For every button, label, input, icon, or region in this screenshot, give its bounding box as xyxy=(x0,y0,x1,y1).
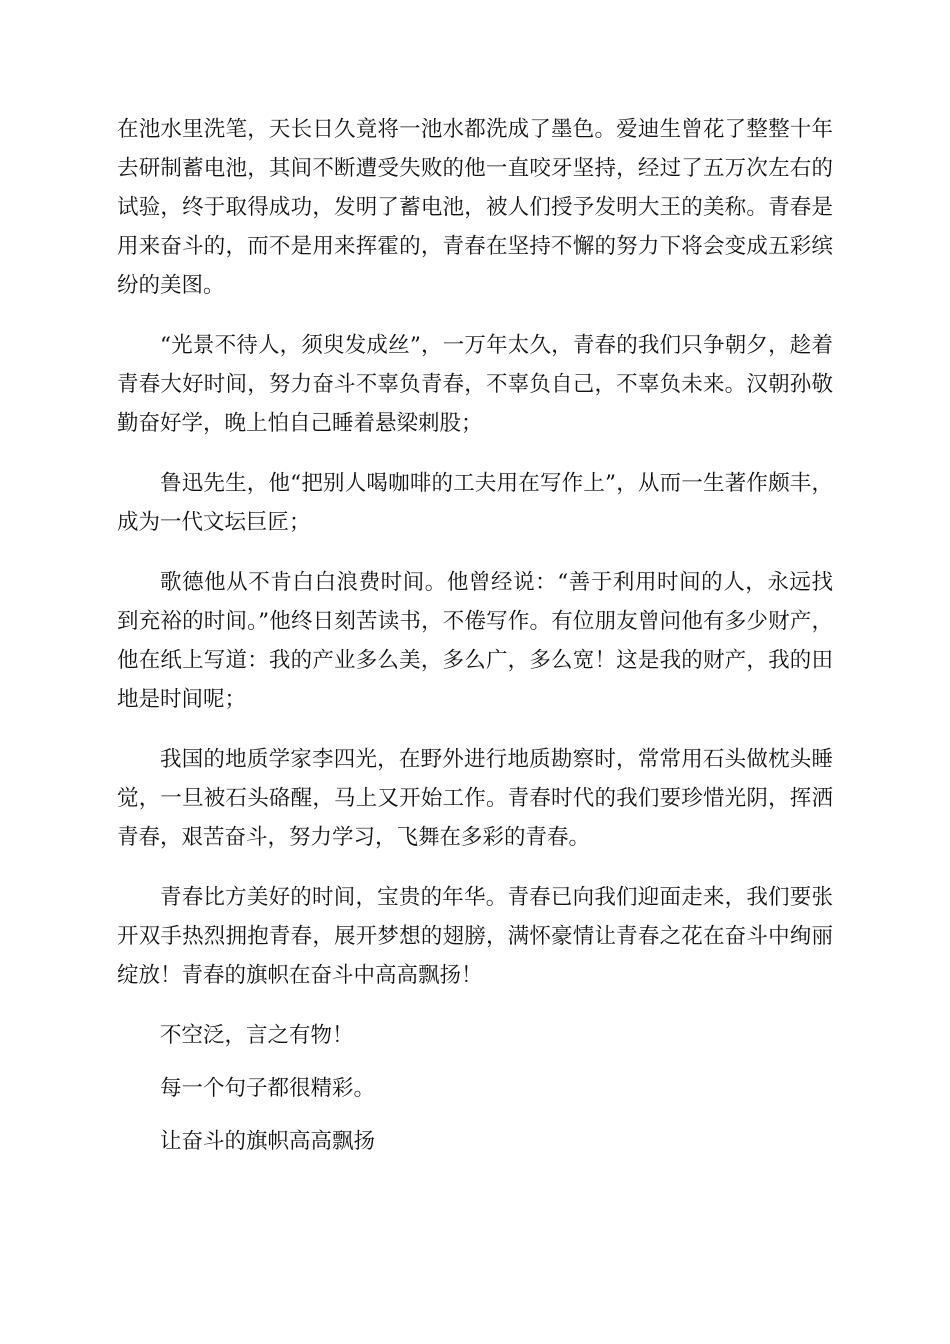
paragraph-continued-from-previous-page: 在池水里洗笔，天长日久竟将一池水都洗成了墨色。爱迪生曾花了整整十年去研制蓄电池，其间不断遭受失败的他一直咬牙坚持，经过了五万次左右的试验，终于取得成功，发明了蓄电池，被人们授予发明大王的美称。青春是用来奋斗的，而不是用来挥霍的，青春在坚持不懈的努力下将会变成五彩缤纷的美图。 xyxy=(117,117,833,298)
paragraph-lu-xun: 鲁迅先生，他“把别人喝咖啡的工夫用在写作上”，从而一生著作颇丰，成为一代文坛巨匠； xyxy=(117,471,833,535)
comment-line-2: 每一个句子都很精彩。 xyxy=(160,1076,376,1101)
paragraph-time-waits-for-no-one: “光景不待人，须臾发成丝”，一万年太久，青春的我们只争朝夕，趁着青春大好时间，努力奋斗不辜负青春，不辜负自己，不辜负未来。汉朝孙敬勤奋好学，晚上怕自己睡着悬梁刺股； xyxy=(117,333,833,436)
paragraph-goethe: 歌德他从不肯白白浪费时间。他曾经说：“善于利用时间的人，永远找到充裕的时间。”他终日刻苦读书，不倦写作。有位朋友曾问他有多少财产，他在纸上写道：我的产业多么美，多么广，多么宽！这是我的财产，我的田地是时间呢； xyxy=(117,570,833,712)
closing-title-line: 让奋斗的旗帜高高飘扬 xyxy=(160,1129,376,1154)
document-body xyxy=(117,110,833,1175)
paragraph-li-siguang: 我国的地质学家李四光，在野外进行地质勘察时，常常用石头做枕头睡觉，一旦被石头硌醒，马上又开始工作。青春时代的我们要珍惜光阴，挥洒青春，艰苦奋斗，努力学习，飞舞在多彩的青春。 xyxy=(117,747,833,850)
paragraph-conclusion: 青春比方美好的时间，宝贵的年华。青春已向我们迎面走来，我们要张开双手热烈拥抱青春，展开梦想的翅膀，满怀豪情让青春之花在奋斗中绚丽绽放！青春的旗帜在奋斗中高高飘扬！ xyxy=(117,885,833,988)
comment-line-1: 不空泛，言之有物！ xyxy=(160,1023,354,1048)
